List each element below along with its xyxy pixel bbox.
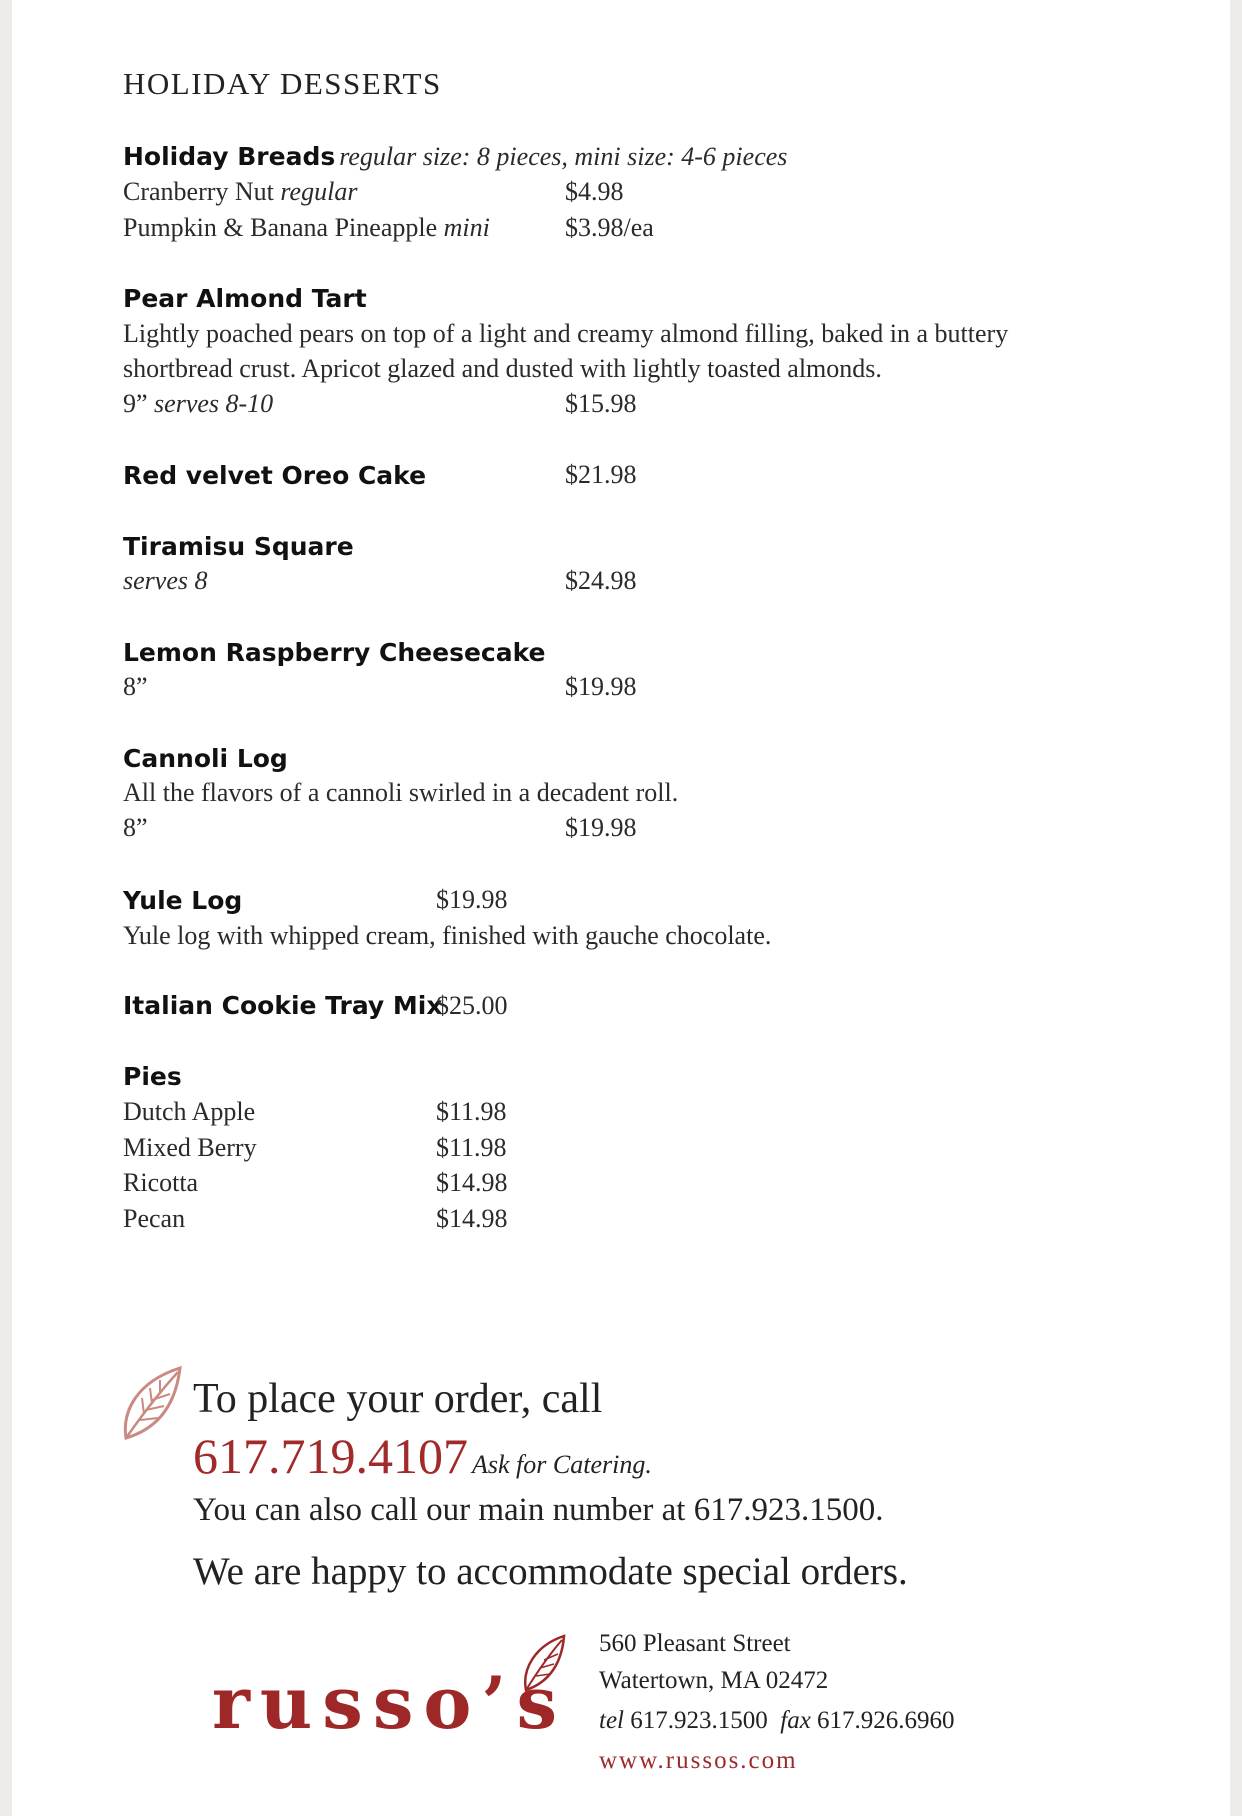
pear-tart-size (123, 389, 273, 419)
menu-item-size: mini (443, 213, 490, 242)
pie-item-name: Pecan (123, 1204, 186, 1233)
pie-item-price: $11.98 (436, 1097, 507, 1126)
pie-item-price: $14.98 (436, 1204, 508, 1233)
yule-log-price: $19.98 (436, 885, 508, 914)
ask-for-catering: Ask for Catering. (472, 1450, 652, 1479)
menu-page (12, 0, 1230, 1816)
pie-item-price: $11.98 (436, 1133, 507, 1162)
contact-line (599, 1707, 955, 1735)
yule-log-name: Yule Log (123, 886, 243, 915)
address-city: Watertown, MA 02472 (599, 1667, 829, 1694)
fax-label: fax (780, 1707, 811, 1734)
holiday-breads-note: regular size: 8 pieces, mini size: 4-6 pieces (339, 142, 788, 171)
cheesecake-size: 8” (123, 672, 148, 701)
holiday-breads-header (123, 142, 787, 172)
holiday-breads-name: Holiday Breads (123, 142, 336, 171)
pie-item-name: Mixed Berry (123, 1133, 257, 1162)
tiramisu-name: Tiramisu Square (123, 532, 354, 561)
pie-item-name: Dutch Apple (123, 1097, 256, 1126)
cookie-tray-price: $25.00 (436, 991, 508, 1020)
menu-item-price: $4.98 (565, 177, 624, 206)
menu-item-name: Cranberry Nut (123, 177, 274, 206)
cannoli-name: Cannoli Log (123, 744, 288, 773)
tel-number: 617.923.1500 (630, 1707, 768, 1734)
cookie-tray-name: Italian Cookie Tray Mix (123, 991, 443, 1020)
website-link[interactable]: www.russos.com (599, 1747, 798, 1774)
tiramisu-serves: serves 8 (123, 566, 208, 595)
order-phone-line (193, 1427, 652, 1485)
page-title: HOLIDAY DESSERTS (123, 66, 442, 101)
cheesecake-name: Lemon Raspberry Cheesecake (123, 638, 546, 667)
address-street: 560 Pleasant Street (599, 1630, 791, 1657)
pie-item-price: $14.98 (436, 1168, 508, 1197)
logo-leaf-icon (520, 1632, 570, 1694)
fax-number: 617.926.6960 (817, 1707, 955, 1734)
cannoli-description: All the flavors of a cannoli swirled in a decadent roll. (123, 778, 679, 807)
menu-item-name: Pumpkin & Banana Pineapple (123, 213, 438, 242)
order-line-4: We are happy to accommodate special orders. (193, 1550, 908, 1593)
oreo-cake-name: Red velvet Oreo Cake (123, 461, 427, 490)
menu-item (123, 177, 357, 207)
cannoli-size: 8” (123, 813, 148, 842)
size-label: 9” (123, 389, 148, 418)
pear-tart-name: Pear Almond Tart (123, 284, 367, 313)
catering-phone: 617.719.4107 (193, 1428, 468, 1484)
tel-label: tel (599, 1707, 624, 1734)
pie-item-name: Ricotta (123, 1168, 199, 1197)
menu-item-size: regular (280, 177, 358, 206)
pies-name: Pies (123, 1062, 182, 1091)
cheesecake-price: $19.98 (565, 672, 637, 701)
pear-tart-price: $15.98 (565, 389, 637, 418)
pear-tart-description-1: Lightly poached pears on top of a light and creamy almond filling, baked in a buttery (123, 319, 1009, 348)
yule-log-description: Yule log with whipped cream, finished with gauche chocolate. (123, 921, 772, 950)
pear-tart-description-2: shortbread crust. Apricot glazed and dusted with lightly toasted almonds. (123, 354, 882, 383)
menu-item-price: $3.98/ea (565, 213, 654, 242)
order-line-3: You can also call our main number at 617.923.1500. (193, 1492, 884, 1528)
order-line-1: To place your order, call (193, 1376, 603, 1422)
serves-label: serves 8-10 (154, 389, 274, 418)
russos-logo: russo’s (212, 1660, 567, 1745)
tiramisu-price: $24.98 (565, 566, 637, 595)
leaf-icon (118, 1362, 190, 1442)
cannoli-price: $19.98 (565, 813, 637, 842)
menu-item (123, 213, 490, 243)
oreo-cake-price: $21.98 (565, 460, 637, 489)
